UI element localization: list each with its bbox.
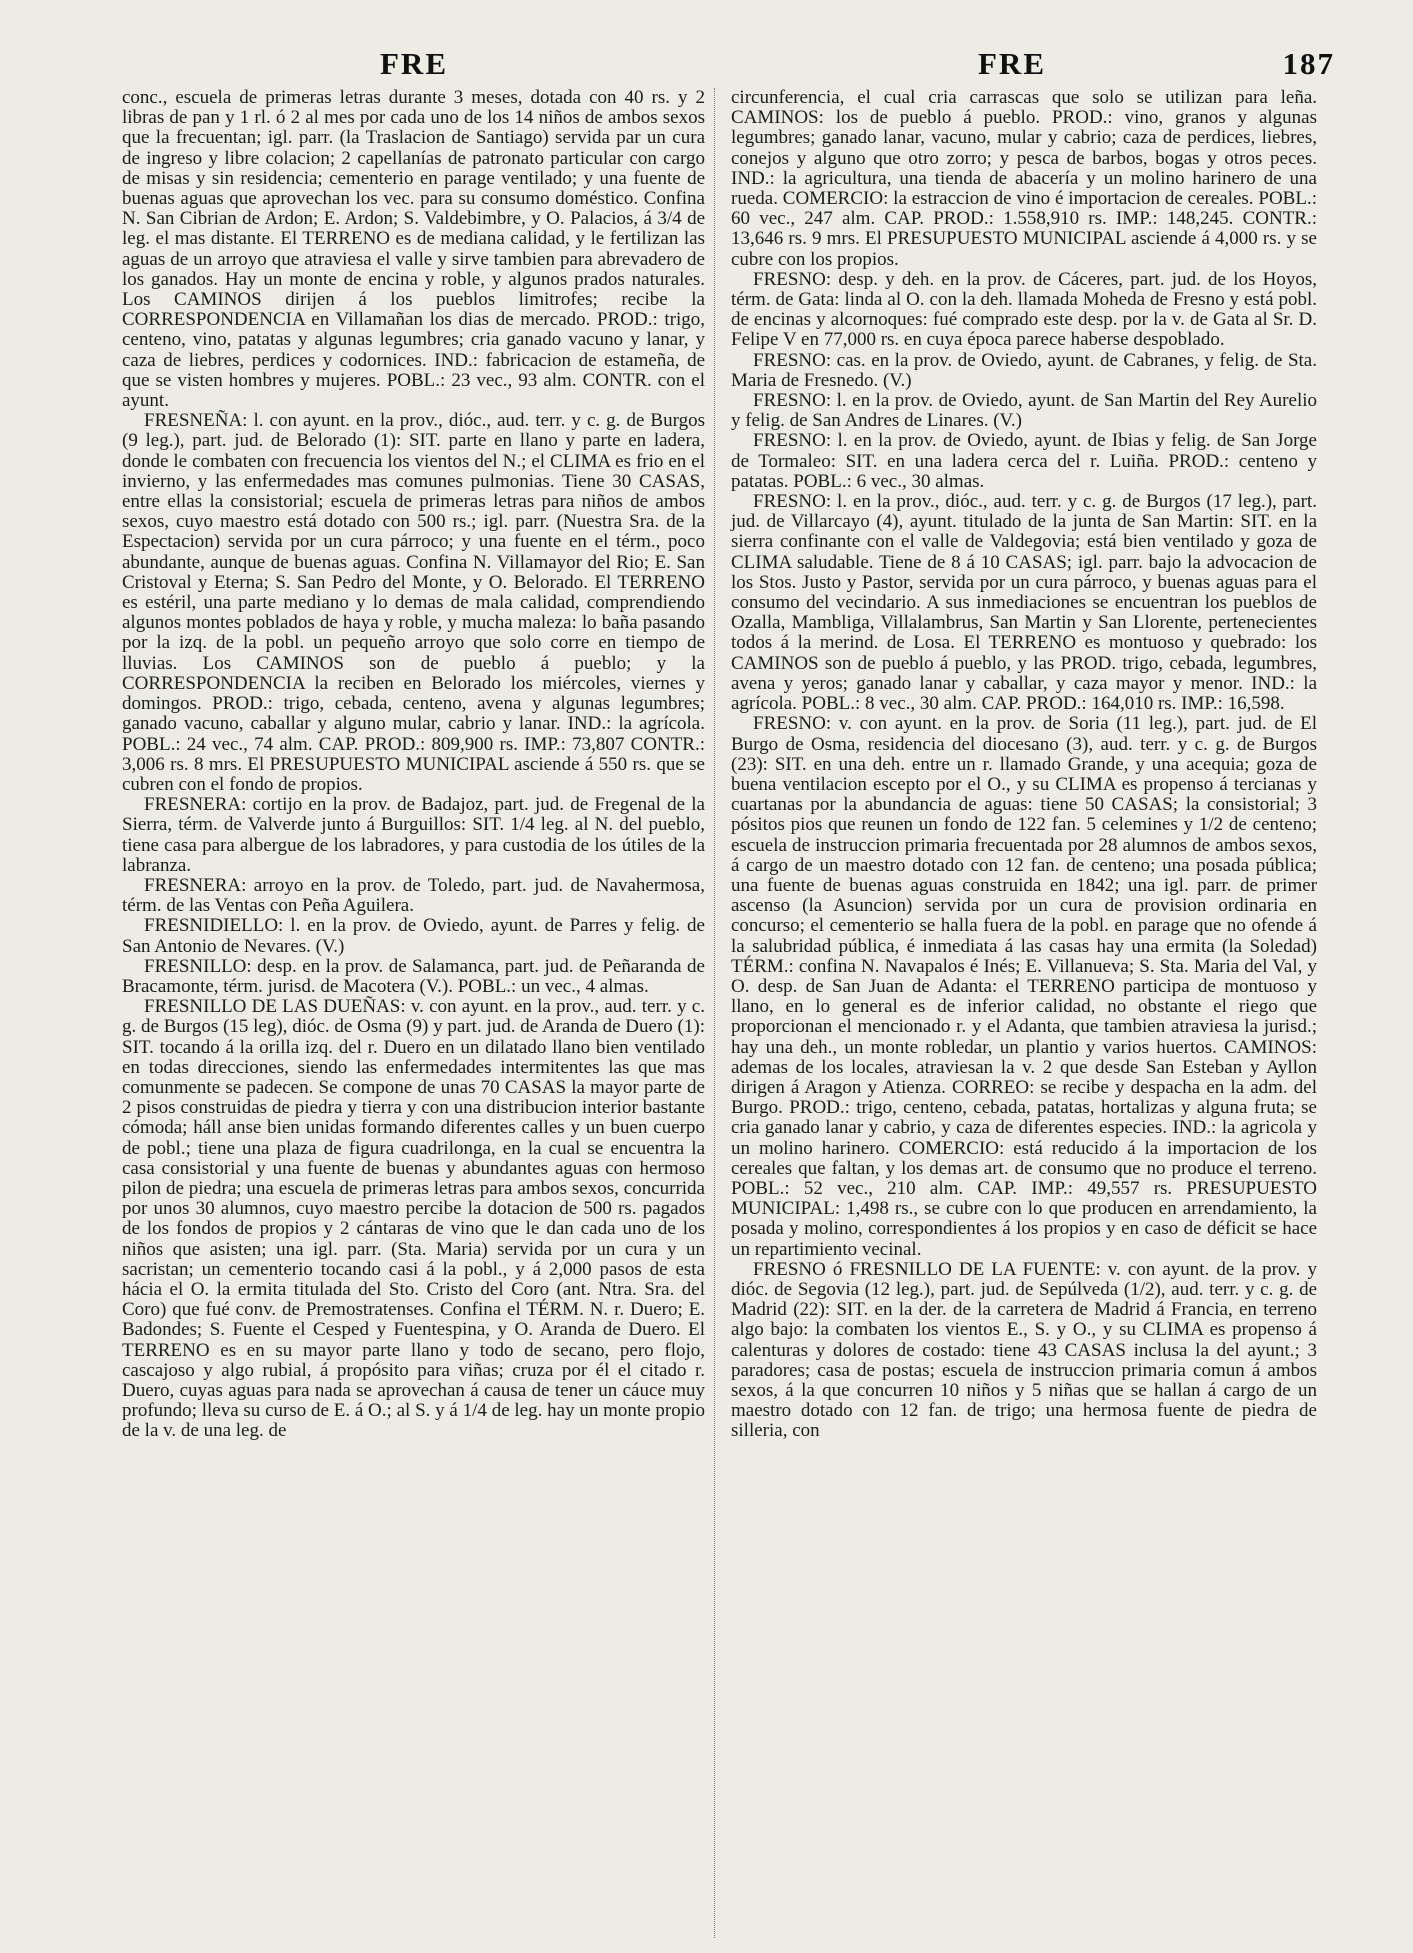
right-column [731, 88, 1317, 1442]
page-number: 187 [1282, 46, 1335, 81]
entry-fresno-fresnillo-de-la-fuente: FRESNO ó FRESNILLO DE LA FUENTE: v. con ayunt. de la prov. y dióc. de Segovia (12 leg.), part. jud. de Sepúlveda (1/2), aud. terr. y c. g. de Madrid (22): SIT. en la der. de la carretera de Madrid á Francia, en terreno algo bajo: la combaten los vientos E., S. y O., y su CLIMA es propenso á calenturas y dolores de costado: tiene 43 CASAS inclusa la del ayunt.; 3 paradores; casa de postas; escuela de instruccion primaria comun á ambos sexos, á la que concurren 10 niños y 5 niñas que se hallan á cargo de un maestro dotado con 12 fan. de trigo; una hermosa fuente de piedra de silleria, con [731, 1258, 1317, 1442]
entry-fresno-burgos: FRESNO: l. en la prov., dióc., aud. terr. y c. g. de Burgos (17 leg.), part. jud. de Villarcayo (4), ayunt. titulado de la junta de San Martin: SIT. en la sierra confinante con el valle de Valdegovia; está bien ventilado y goza de CLIMA saludable. Tiene de 8 á 10 CASAS; igl. parr. bajo la advocacion de los Stos. Justo y Pastor, servida por un cura párroco, y buenas aguas para el consumo del vecindario. A sus inmediaciones se encuentran los pueblos de Ozalla, Mambliga, Villalambrus, San Martin y San Llorente, pertenecientes todos á la merind. de Losa. El TERRENO es montuoso y quebrado: los CAMINOS son de pueblo á pueblo, y las PROD. trigo, cebada, legumbres, avena y yeros; ganado lanar y caballar, y caza mayor y menor. IND.: la agrícola. POBL.: 8 vec., 30 alm. CAP. PROD.: 164,010 rs. IMP.: 16,598. [731, 491, 1317, 715]
entry-fresnera-arroyo: FRESNERA: arroyo en la prov. de Toledo, part. jud. de Navahermosa, térm. de las Ventas con Peña Aguilera. [122, 874, 705, 917]
entry-fresnena: FRESNEÑA: l. con ayunt. en la prov., dióc., aud. terr. y c. g. de Burgos (9 leg.), part. jud. de Belorado (1): SIT. parte en llano y parte en ladera, donde le combaten con frecuencia los vientos del N.; el CLIMA es frio en el invierno, y las enfermedades mas comunes pulmonias. Tiene 30 CASAS, entre ellas la consistorial; escuela de primeras letras para niños de ambos sexos, cuyo maestro está dotado con 500 rs.; igl. parr. (Nuestra Sra. de la Espectacion) servida por un cura párroco; y una fuente en el térm., poco abundante, aunque de buenas aguas. Confina N. Villamayor del Rio; E. San Cristoval y Eterna; S. San Pedro del Monte, y O. Belorado. El TERRENO es estéril, una parte mediano y lo demas de mala calidad, comprendiendo algunos montes poblados de haya y roble, y mucha maleza: lo baña pasando por la izq. de la pobl. un pequeño arroyo que solo corre en tiempo de lluvias. Los CAMINOS son de pueblo á pueblo; y la CORRESPONDENCIA la reciben en Belorado los miércoles, viernes y domingos. PROD.: trigo, cebada, centeno, avena y algunas legumbres; ganado vacuno, caballar y alguno mular, cabrio y lanar. IND.: la agrícola. POBL.: 24 vec., 74 alm. CAP. PROD.: 809,900 rs. IMP.: 73,807 CONTR.: 3,006 rs. 8 mrs. El PRESUPUESTO MUNICIPAL asciende á 550 rs. que se cubren con el fondo de propios. [122, 410, 705, 795]
running-header-right: FRE [978, 46, 1046, 81]
entry-fresno-cabranes: FRESNO: cas. en la prov. de Oviedo, ayunt. de Cabranes, y felig. de Sta. Maria de Fresnedo. (V.) [731, 349, 1317, 391]
column-divider [714, 88, 716, 1938]
entry-fresno-soria: FRESNO: v. con ayunt. en la prov. de Soria (11 leg.), part. jud. de El Burgo de Osma, residencia del diocesano (3), aud. terr. y c. g. de Burgos (23): SIT. en una deh. entre un r. llamado Grande, y una acequia; goza de buena ventilacion escepto por el O., y su CLIMA es propenso á tercianas y cuartanas por la abundancia de aguas: tiene 50 CASAS; la consistorial; 3 pósitos pios que reunen un fondo de 122 fan. 5 celemines y 1/2 de centeno; escuela de instruccion primaria frecuentada por 28 alumnos de ambos sexos, á cargo de un maestro dotado con 12 fan. de centeno; una posada pública; una fuente de buenas aguas construida en 1842; una igl. parr. de primer ascenso (la Asuncion) servida por un cura de provision ordinaria en concurso; el cementerio se halla fuera de la pobl. en parage que no ofende á la salubridad pública, é inmediata á las casas hay una ermita (la Soledad) TÉRM.: confina N. Navapalos é Inés; E. Villanueva; S. Sta. Maria del Val, y O. desp. de San Juan de Adanta: el TERRENO participa de montuoso y llano, en lo general es de inferior calidad, no obstante el riego que proporcionan el mencionado r. y el Adanta, que tambien atraviesa la jurisd.; hay una deh., un monte robledar, un plantio y varios huertos. CAMINOS: ademas de los locales, atraviesan la v. 2 que desde San Esteban y Ayllon dirigen á Aragon y Atienza. CORREO: se recibe y despacha en la adm. del Burgo. PROD.: trigo, centeno, cebada, patatas, hortalizas y alguna fruta; se cria ganado lanar y cabrio, y caza de diferentes especies. IND.: la agricola y un molino harinero. COMERCIO: está reducido á la importacion de los cereales que faltan, y los demas art. de consumo que no produce el terreno. POBL.: 52 vec., 210 alm. CAP. IMP.: 49,557 rs. PRESUPUESTO MUNICIPAL: 1,498 rs., se cubre con lo que producen en arrendamiento, la posada y molino, correspondientes á los propios y en caso de déficit se hace un repartimiento vecinal. [731, 713, 1317, 1260]
entry-continuation-right: circunferencia, el cual cria carrascas que solo se utilizan para leña. CAMINOS: los de pueblo á pueblo. PROD.: vino, granos y algunas legumbres; ganado lanar, vacuno, mular y cabrio; caza de perdices, liebres, conejos y alguno que otro zorro; y pesca de barbos, bogas y otros peces. IND.: la agricultura, una tienda de abacería y un molino harinero de una rueda. COMERCIO: la estraccion de vino é importacion de cereales. POBL.: 60 vec., 247 alm. CAP. PROD.: 1.558,910 rs. IMP.: 148,245. CONTR.: 13,646 rs. 9 mrs. El PRESUPUESTO MUNICIPAL asciende á 4,000 rs. y se cubre con los propios. [731, 87, 1317, 270]
entry-fresnillo-de-las-duenas: FRESNILLO DE LAS DUEÑAS: v. con ayunt. en la prov., aud. terr. y c. g. de Burgos (15 leg), dióc. de Osma (9) y part. jud. de Aranda de Duero (1): SIT. tocando á la orilla izq. del r. Duero en un dilatado llano bien ventilado en todas direcciones, siendo las enfermedades intermitentes las que mas comunmente se padecen. Se compone de unas 70 CASAS la mayor parte de 2 pisos construidas de piedra y tierra y con una distribucion interior bastante cómoda; háll anse bien unidas formando diferentes calles y un buen cuerpo de pobl.; tiene una plaza de figura cuadrilonga, en la cual se encuentra la casa consistorial y una fuente de buenas y abundantes aguas con hermoso pilon de piedra; una escuela de primeras letras para ambos sexos, concurrida por unos 30 alumnos, cuyo maestro percibe la dotacion de 500 rs. pagados de los fondos de propios y 2 cántaras de vino que le dan cada uno de los niños que asisten; una igl. parr. (Sta. Maria) servida por un cura y un sacristan; un cementerio tocando casi á la pobl., y á 2,000 pasos de esta hácia el O. la ermita titulada del Sto. Cristo del Coro (ant. Ntra. Sra. del Coro) que fué conv. de Premostratenses. Confina el TÉRM. N. r. Duero; E. Badondes; S. Fuente el Cesped y Fuentespina, y O. Aranda de Duero. El TERRENO es en su mayor parte llano y todo de secano, pero flojo, cascajoso y algo rubial, á propósito para viñas; cruza por él el citado r. Duero, cuyas aguas para nada se aprovechan á causa de tener un cáuce muy profundo; lleva su curso de E. á O.; al S. y á 1/4 de leg. hay un monte propio de la v. de una leg. de [122, 996, 705, 1442]
entry-fresno-ibias: FRESNO: l. en la prov. de Oviedo, ayunt. de Ibias y felig. de San Jorge de Tormaleo: SIT. en una ladera cerca del r. Luiña. PROD.: centeno y patatas. POBL.: 6 vec., 30 almas. [731, 430, 1317, 492]
entry-continuation: conc., escuela de primeras letras durante 3 meses, dotada con 40 rs. y 2 libras de pan y 1 rl. ó 2 al mes por cada uno de los 14 niños de ambos sexos que la frecuentan; igl. parr. (la Traslacion de Santiago) servida par un cura de ingreso y libre colacion; 2 capellanías de patronato particular con cargo de misas y sin residencia; cementerio en parage ventilado; y una fuente de buenas aguas que aprovechan los vec. para su consumo doméstico. Confina N. San Cibrian de Ardon; E. Ardon; S. Valdebimbre, y O. Palacios, á 3/4 de leg. el mas distante. El TERRENO es de mediana calidad, y le fertilizan las aguas de un arroyo que atraviesa el valle y sirve tambien para abrevadero de los ganados. Hay un monte de encina y roble, y algunos prados naturales. Los CAMINOS dirijen á los pueblos limitrofes; recibe la CORRESPONDENCIA en Villamañan los dias de mercado. PROD.: trigo, centeno, vino, patatas y algunas legumbres; cria ganado vacuno y lanar, y caza de liebres, perdices y codornices. IND.: fabricacion de estameña, de que se visten hombres y mujeres. POBL.: 23 vec., 93 alm. CONTR. con el ayunt. [122, 87, 705, 412]
entry-fresnera-cortijo: FRESNERA: cortijo en la prov. de Badajoz, part. jud. de Fregenal de la Sierra, térm. de Valverde junto á Burguillos: SIT. 1/4 leg. al N. del pueblo, tiene casa para albergue de los labradores, y para custodia de los útiles de la labranza. [122, 794, 705, 876]
left-column [122, 88, 705, 1442]
running-header-left: FRE [380, 46, 448, 81]
entry-fresnidiello: FRESNIDIELLO: l. en la prov. de Oviedo, ayunt. de Parres y felig. de San Antonio de Nevares. (V.) [122, 915, 705, 957]
entry-fresno-caceres: FRESNO: desp. y deh. en la prov. de Cáceres, part. jud. de los Hoyos, térm. de Gata: linda al O. con la deh. llamada Moheda de Fresno y está pobl. de encinas y alcornoques: fué comprado este desp. por la v. de Gata al Sr. D. Felipe V en 77,000 rs. en cuya época parece haberse despoblado. [731, 268, 1317, 351]
entry-fresnillo: FRESNILLO: desp. en la prov. de Salamanca, part. jud. de Peñaranda de Bracamonte, térm. jurisd. de Macotera (V.). POBL.: un vec., 4 almas. [122, 955, 705, 997]
entry-fresno-san-martin: FRESNO: l. en la prov. de Oviedo, ayunt. de San Martin del Rey Aurelio y felig. de San Andres de Linares. (V.) [731, 390, 1317, 432]
